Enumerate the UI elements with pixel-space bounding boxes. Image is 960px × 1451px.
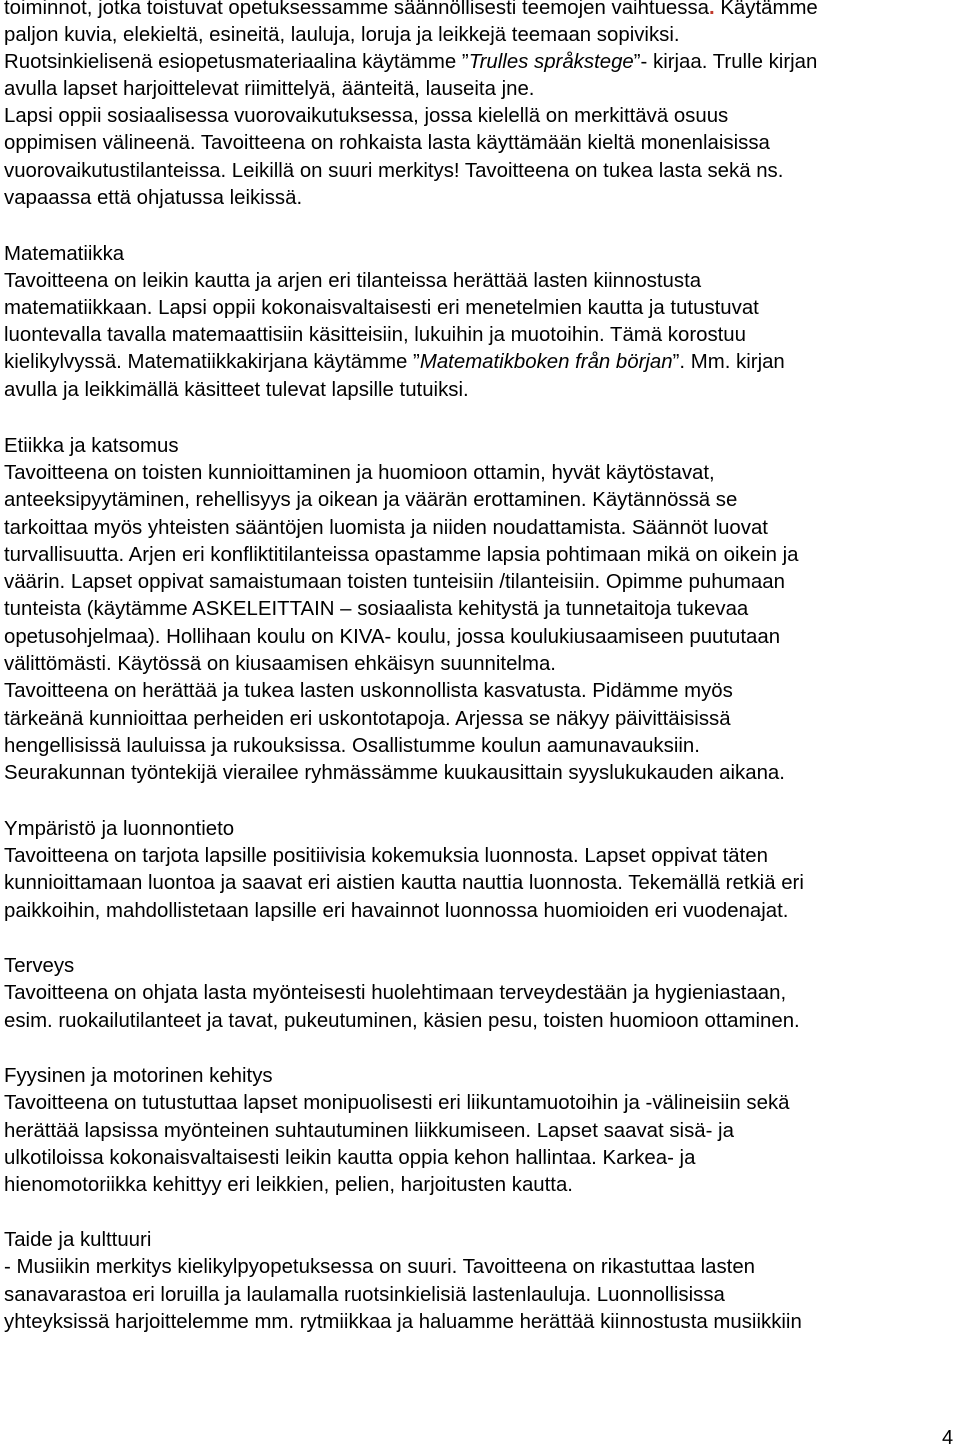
heading-taide: Taide ja kulttuuri [4,1229,152,1251]
etiikka-line-2: anteeksipyytäminen, rehellisyys ja oikean ja väärän erottaminen. Käytännössä se [4,489,738,511]
matematiikka-line-2: matematiikkaan. Lapsi oppii kokonaisvaltaisesti eri menetelmien kautta ja tutustuvat [4,297,759,319]
terveys-line-1: Tavoitteena on ohjata lasta myönteisesti huolehtimaan terveydestään ja hygieniastaan, [4,982,787,1004]
fyysinen-line-2: herättää lapsissa myönteinen suhtautuminen liikkumiseen. Lapset saavat sisä- ja [4,1120,734,1142]
ymparisto-line-3: paikkoihin, mahdollistetaan lapsille eri havainnot luonnossa huomioiden eri vuodenajat. [4,900,789,922]
ymparisto-line-2: kunnioittamaan luontoa ja saavat eri aistien kautta nauttia luonnosta. Tekemällä retkiä eri [4,872,804,894]
heading-fyysinen: Fyysinen ja motorinen kehitys [4,1065,273,1087]
taide-line-1: - Musiikin merkitys kielikylpyopetuksessa on suuri. Tavoitteena on rikastuttaa lasten [4,1256,756,1278]
etiikka-line-5: väärin. Lapset oppivat samaistumaan toisten tunteisiin /tilanteisiin. Opimme puhumaan [4,571,785,593]
intro-line-6: oppimisen välineenä. Tavoitteena on rohkaista lasta käyttämään kieltä monenlaisissa [4,132,770,154]
matematiikka-line-5: avulla ja leikkimällä käsitteet tulevat lapsille tutuiksi. [4,379,469,401]
intro-line-1: toiminnot, jotka toistuvat opetuksessamme säännöllisesti teemojen vaihtuessa. Käytämme [4,0,818,22]
etiikka-line-1: Tavoitteena on toisten kunnioittaminen ja huomioon ottamin, hyvät käytöstavat, [4,462,715,484]
heading-ymparisto: Ympäristö ja luonnontieto [4,818,235,840]
heading-etiikka: Etiikka ja katsomus [4,435,179,457]
etiikka-line-8: välittömästi. Käytössä on kiusaamisen ehkäisyn suunnitelma. [4,653,556,675]
book-title-matematikboken: Matematikboken från början [419,351,673,373]
fyysinen-line-3: ulkotiloissa kokonaisvaltaisesti leikin kautta oppia kehon hallintaa. Karkea- ja [4,1147,696,1169]
taide-line-3: yhteyksissä harjoittelemme mm. rytmiikkaa ja haluamme herättää kiinnostusta musiikkiin [4,1311,802,1333]
etiikka-line-12: Seurakunnan työntekijä vierailee ryhmässämme kuukausittain syyslukukauden aikana. [4,762,785,784]
etiikka-line-9: Tavoitteena on herättää ja tukea lasten uskonnollista kasvatusta. Pidämme myös [4,680,733,702]
fyysinen-line-1: Tavoitteena on tutustuttaa lapset monipuolisesti eri liikuntamuotoihin ja -välineisiin sekä [4,1092,790,1114]
intro-line-8: vapaassa että ohjatussa leikissä. [4,187,303,209]
intro-line-3: Ruotsinkielisenä esiopetusmateriaalina käytämme ”Trulles språkstege”- kirjaa. Trulle kirjan [4,51,818,73]
page-number: 4 [942,1427,954,1449]
book-title-trulles: Trulles språkstege [468,51,634,73]
etiikka-line-4: turvallisuutta. Arjen eri konfliktitilanteissa opastamme lapsia pohtimaan mikä on oikein ja [4,544,799,566]
intro-line-5: Lapsi oppii sosiaalisessa vuorovaikutuksessa, jossa kielellä on merkittävä osuus [4,105,729,127]
etiikka-line-6: tunteista (käytämme ASKELEITTAIN – sosiaalista kehitystä ja tunnetaitoja tukevaa [4,598,749,620]
terveys-line-2: esim. ruokailutilanteet ja tavat, pukeutuminen, käsien pesu, toisten huomioon ottaminen. [4,1010,800,1032]
taide-line-2: sanavarastoa eri loruilla ja laulamalla ruotsinkielisiä lastenlauluja. Luonnollisissa [4,1284,725,1306]
intro-line-2: paljon kuvia, elekieltä, esineitä, lauluja, loruja ja leikkejä teemaan sopiviksi. [4,24,680,46]
intro-line-7: vuorovaikutustilanteissa. Leikillä on suuri merkitys! Tavoitteena on tukea lasta sekä ns. [4,160,784,182]
etiikka-line-11: hengellisissä lauluissa ja rukouksissa. Osallistumme koulun aamunavauksiin. [4,735,700,757]
etiikka-line-3: tarkoittaa myös yhteisten sääntöjen luomista ja niiden noudattamista. Säännöt luovat [4,517,768,539]
accent-period: . [708,0,715,19]
matematiikka-line-3: luontevalla tavalla matemaattisiin käsitteisiin, lukuihin ja muotoihin. Tämä korostuu [4,324,746,346]
heading-matematiikka: Matematiikka [4,243,125,265]
intro-line-4: avulla lapset harjoittelevat riimittelyä, äänteitä, lauseita jne. [4,78,535,100]
etiikka-line-10: tärkeänä kunnioittaa perheiden eri uskontotapoja. Arjessa se näkyy päivittäisissä [4,708,731,730]
matematiikka-line-1: Tavoitteena on leikin kautta ja arjen eri tilanteissa herättää lasten kiinnostusta [4,270,702,292]
fyysinen-line-4: hienomotoriikka kehittyy eri leikkien, pelien, harjoitusten kautta. [4,1174,573,1196]
ymparisto-line-1: Tavoitteena on tarjota lapsille positiivisia kokemuksia luonnosta. Lapset oppivat täten [4,845,768,867]
matematiikka-line-4: kielikylvyssä. Matematiikkakirjana käytämme ”Matematikboken från början”. Mm. kirjan [4,351,785,373]
etiikka-line-7: opetusohjelmaa). Hollihaan koulu on KIVA- koulu, jossa koulukiusaamiseen puututaan [4,626,781,648]
heading-terveys: Terveys [4,955,75,977]
